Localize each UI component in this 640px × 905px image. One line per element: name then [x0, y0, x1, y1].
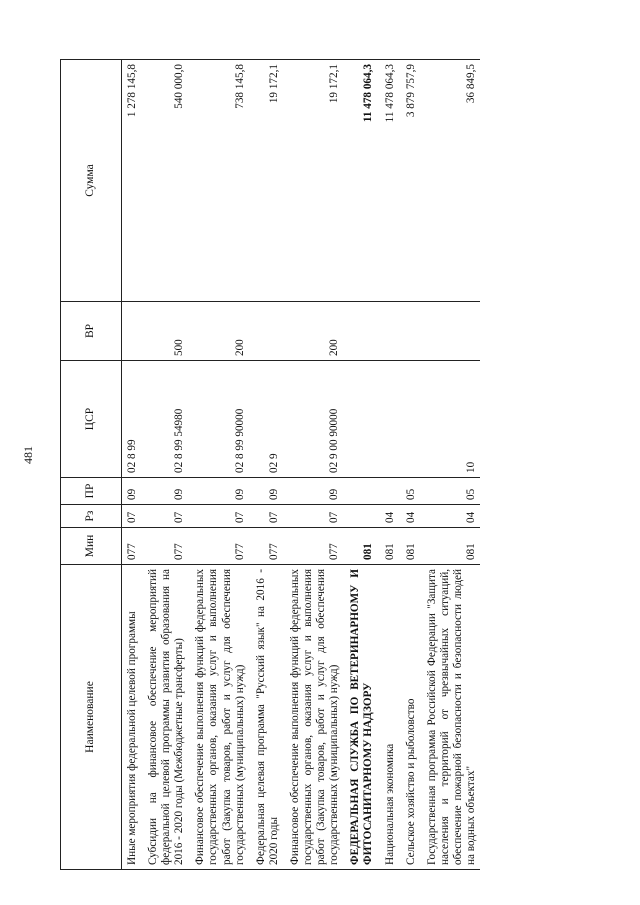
cell-csr: 02 9 00 90000: [281, 361, 341, 478]
cell-min: 081: [418, 528, 480, 565]
cell-vr: [397, 302, 418, 361]
budget-table-container: [60, 60, 630, 870]
cell-vr: [341, 302, 375, 361]
cell-sum: 540 000,0: [139, 60, 186, 302]
table-header-row: [61, 60, 122, 870]
cell-pr: 05: [397, 478, 418, 505]
rotated-table-wrapper: [60, 60, 630, 870]
table-row: [376, 60, 397, 870]
cell-csr: [376, 361, 397, 478]
cell-pr: 09: [122, 478, 140, 505]
table-row: [397, 60, 418, 870]
page-number: 481: [20, 446, 35, 464]
cell-sum: 738 145,8: [186, 60, 246, 302]
table-row: [281, 60, 341, 870]
cell-pr: 09: [247, 478, 281, 505]
table-row: [247, 60, 281, 870]
cell-name: ФЕДЕРАЛЬНАЯ СЛУЖБА ПО ВЕТЕРИНАРНОМУ И ФИТОСАНИТАРНОМУ НАДЗОРУ: [341, 565, 375, 870]
cell-rz: 04: [376, 505, 397, 528]
cell-rz: 07: [139, 505, 186, 528]
cell-csr: [397, 361, 418, 478]
cell-vr: [247, 302, 281, 361]
cell-pr: [376, 478, 397, 505]
cell-name: Сельское хозяйство и рыболовство: [397, 565, 418, 870]
cell-csr: 02 8 99: [122, 361, 140, 478]
cell-min: 077: [122, 528, 140, 565]
cell-min: 077: [281, 528, 341, 565]
cell-rz: 04: [397, 505, 418, 528]
cell-sum: 19 172,1: [281, 60, 341, 302]
cell-csr: [341, 361, 375, 478]
cell-name: Федеральная целевая программа "Русский язык" на 2016 - 2020 годы: [247, 565, 281, 870]
cell-name: Национальная экономика: [376, 565, 397, 870]
cell-name: Иные мероприятия федеральной целевой программы: [122, 565, 140, 870]
cell-rz: 07: [281, 505, 341, 528]
header-name: Наименование: [61, 565, 122, 870]
header-min: Мин: [61, 528, 122, 565]
cell-pr: [341, 478, 375, 505]
cell-name: Субсидии на финансовое обеспечение мероприятий федеральной целевой программы развития образования на 2016 - 2020 годы (Межбюджетные трансферты): [139, 565, 186, 870]
cell-name: Финансовое обеспечение выполнения функций федеральных государственных органов, оказания услуг и выполнения работ (Закупка товаров, работ и услуг для обеспечения государственных (муниципальных) нужд): [281, 565, 341, 870]
header-vr: ВР: [61, 302, 122, 361]
cell-vr: 200: [281, 302, 341, 361]
cell-csr: 02 8 99 90000: [186, 361, 246, 478]
header-csr: ЦСР: [61, 361, 122, 478]
cell-pr: 09: [281, 478, 341, 505]
table-row: [341, 60, 375, 870]
cell-pr: 05: [418, 478, 480, 505]
cell-vr: 200: [186, 302, 246, 361]
cell-min: 077: [186, 528, 246, 565]
cell-rz: [341, 505, 375, 528]
table-row: [186, 60, 246, 870]
cell-min: 077: [247, 528, 281, 565]
cell-min: 081: [341, 528, 375, 565]
cell-sum: 36 849,5: [418, 60, 480, 302]
cell-vr: [122, 302, 140, 361]
cell-rz: 07: [247, 505, 281, 528]
cell-csr: 02 9: [247, 361, 281, 478]
cell-sum: 19 172,1: [247, 60, 281, 302]
cell-sum: 1 278 145,8: [122, 60, 140, 302]
cell-min: 081: [376, 528, 397, 565]
header-pr: ПР: [61, 478, 122, 505]
header-sum: Сумма: [61, 60, 122, 302]
cell-sum: 11 478 064,3: [376, 60, 397, 302]
cell-csr: 02 8 99 54980: [139, 361, 186, 478]
cell-vr: 500: [139, 302, 186, 361]
cell-name: Государственная программа Российской Федерации "Защита населения и территорий от чрезвычайных ситуаций, обеспечение пожарной безопасности и безопасности людей на водных объектах": [418, 565, 480, 870]
cell-name: Финансовое обеспечение выполнения функций федеральных государственных органов, оказания услуг и выполнения работ (Закупка товаров, работ и услуг для обеспечения государственных (муниципальных) нужд): [186, 565, 246, 870]
cell-vr: [376, 302, 397, 361]
table-row: [122, 60, 140, 870]
table-row: [418, 60, 480, 870]
cell-pr: 09: [186, 478, 246, 505]
table-row: [139, 60, 186, 870]
cell-min: 077: [139, 528, 186, 565]
cell-rz: 07: [186, 505, 246, 528]
cell-vr: [418, 302, 480, 361]
cell-sum: 11 478 064,3: [341, 60, 375, 302]
cell-sum: 3 879 757,9: [397, 60, 418, 302]
cell-rz: 04: [418, 505, 480, 528]
cell-min: 081: [397, 528, 418, 565]
budget-table: [60, 59, 480, 870]
cell-csr: 10: [418, 361, 480, 478]
cell-pr: 09: [139, 478, 186, 505]
header-rz: Рз: [61, 505, 122, 528]
cell-rz: 07: [122, 505, 140, 528]
